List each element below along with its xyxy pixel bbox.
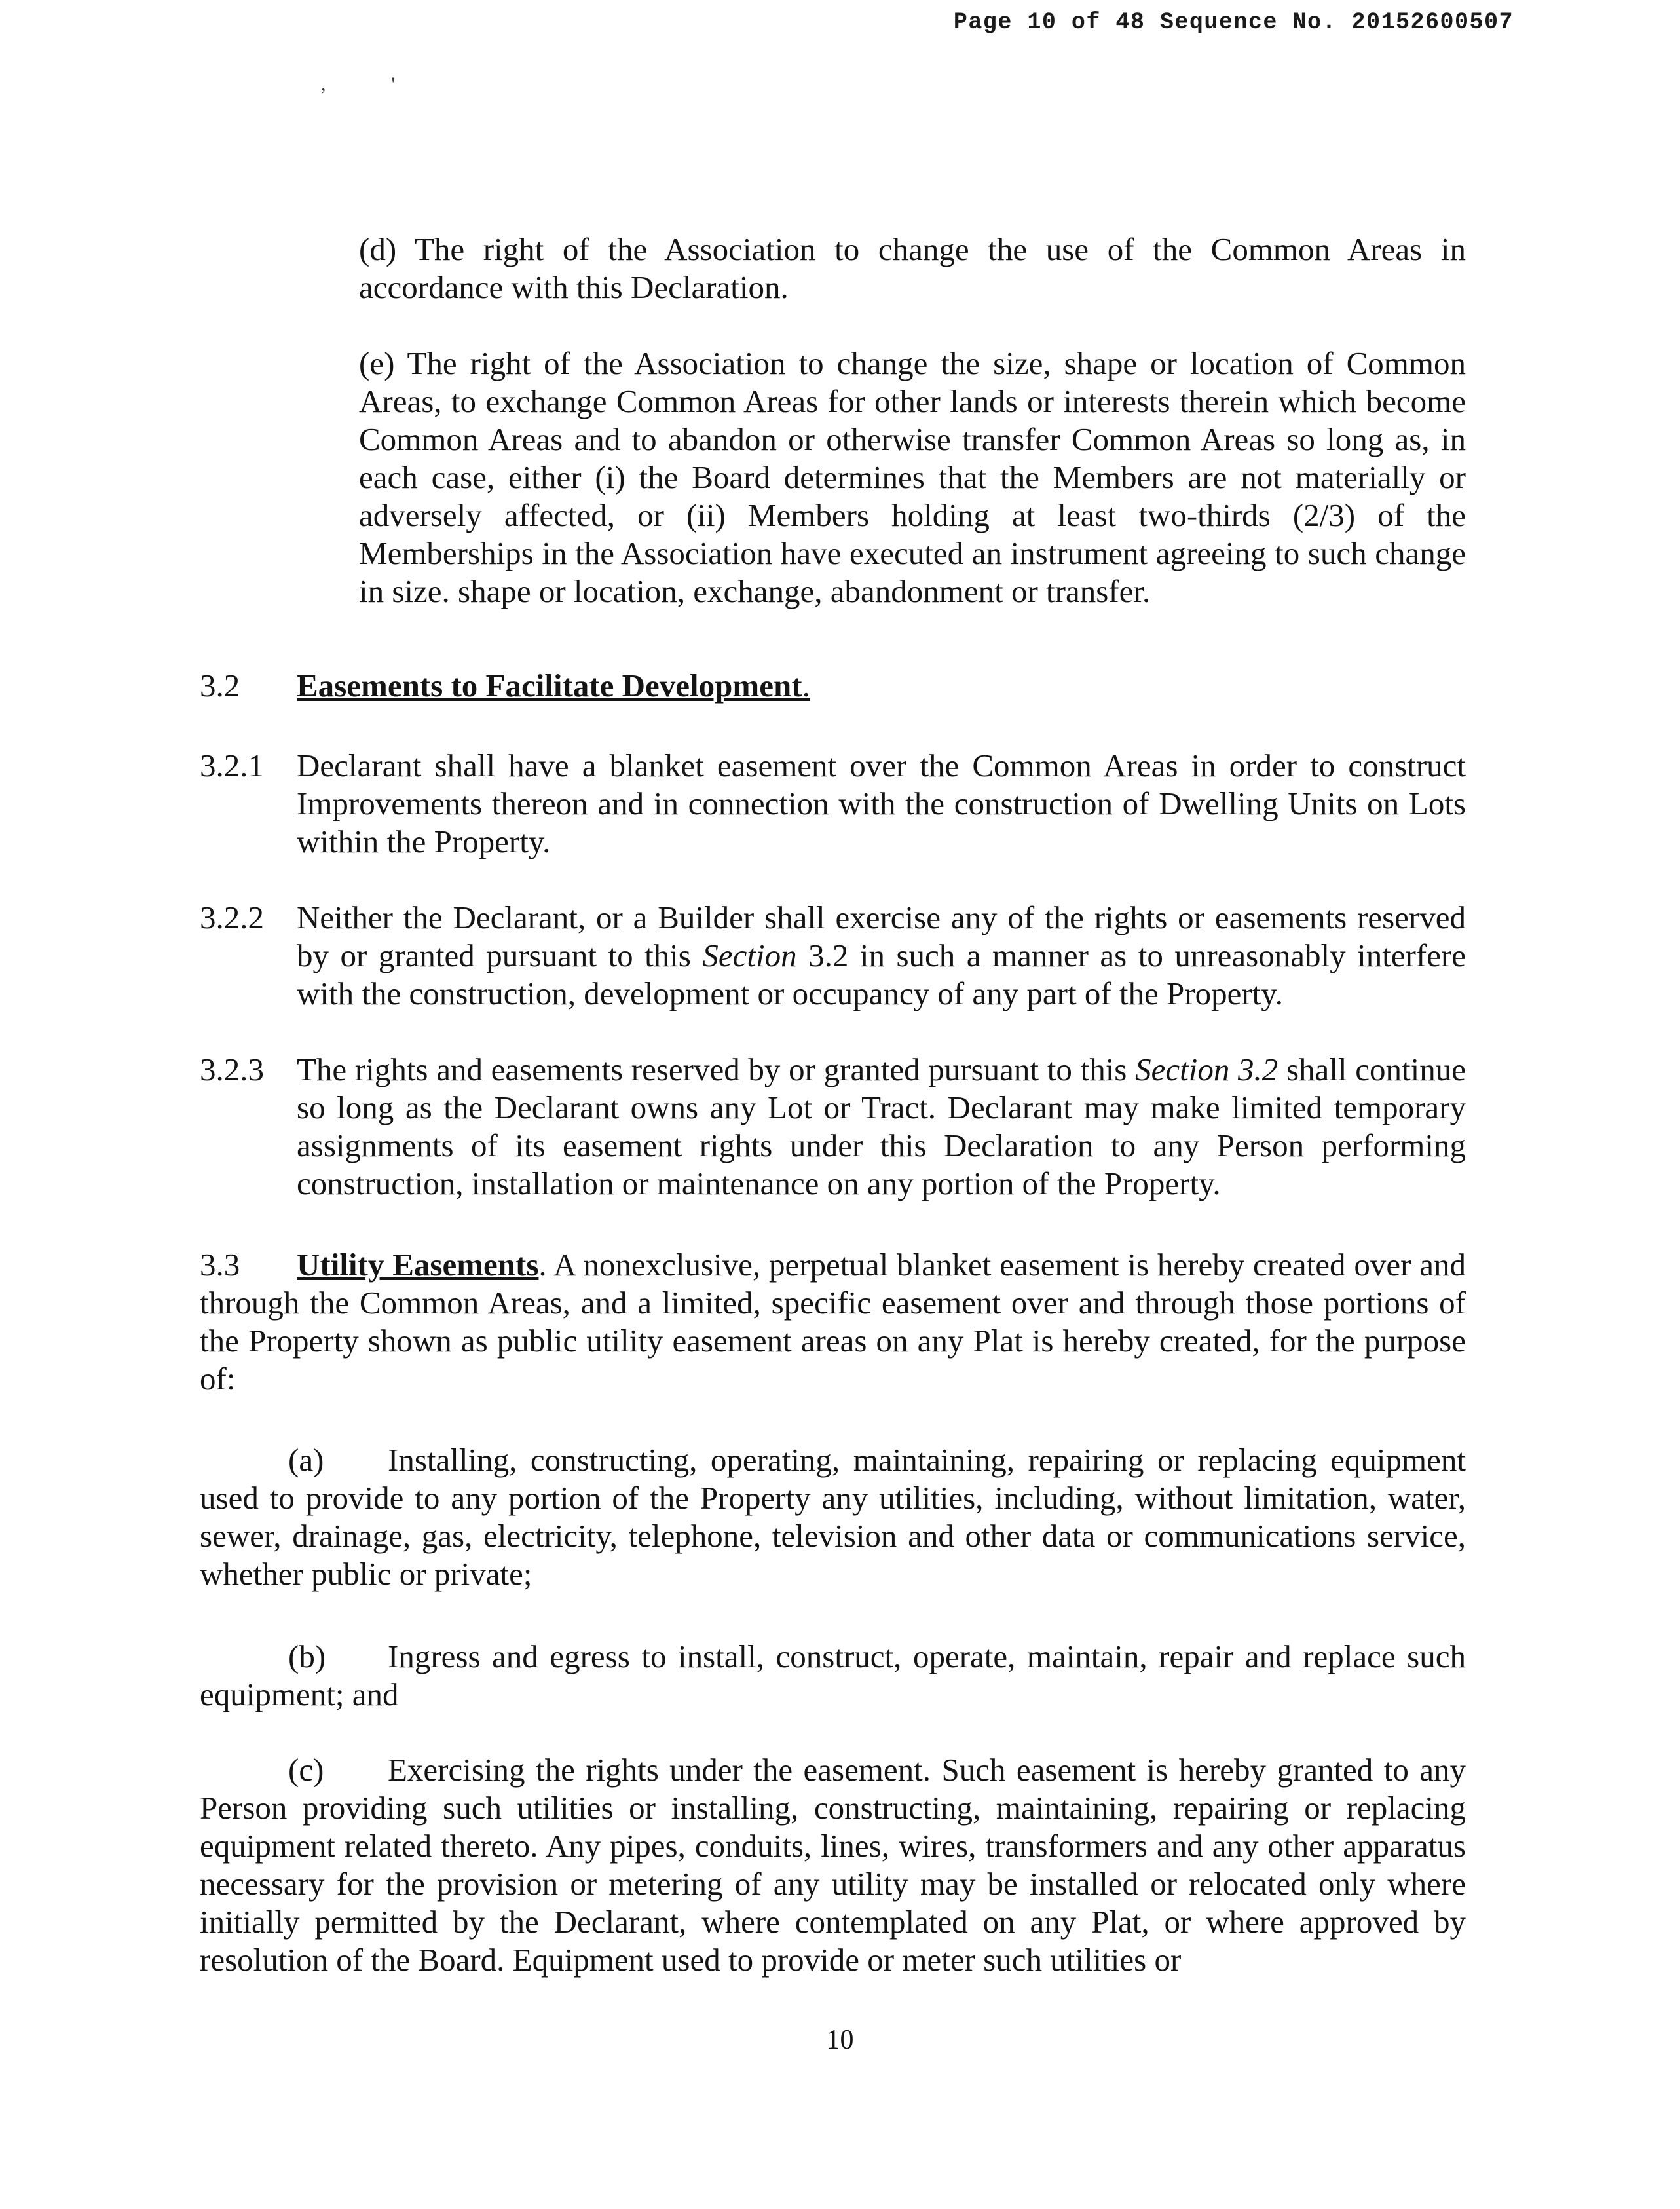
- list-item: [200, 1441, 1466, 1593]
- subsection-number: 3.2.1: [200, 747, 264, 784]
- paragraph-e: (e) The right of the Association to change the size, shape or location of Common Areas, to exchange Common Areas for other lands or interests therein which become Common Areas and to abandon or otherwise transfer Common Areas so long as, in each case, either (i) the Board determines that the Members are not materially or adversely affected, or (ii) Members holding at least two-thirds (2/3) of the Memberships in the Association have executed an instrument agreeing to such change in size. shape or location, exchange, abandonment or transfer.: [359, 345, 1466, 609]
- list-item-text: Installing, constructing, operating, maintaining, repairing or replacing equipment used to provide to any portion of the Property any utilities, including, without limitation, water, sewer, drainage, gas, electricity, telephone, television and other data or communications service, whether public or private;: [200, 1442, 1466, 1592]
- subsection-text: [297, 899, 1466, 1013]
- section-title: Easements to Facilitate Development: [297, 668, 802, 704]
- subsection-text-part: The rights and easements reserved by or granted pursuant to this: [297, 1051, 1136, 1087]
- list-item: [200, 1751, 1466, 1979]
- speck-mark: ': [391, 73, 395, 95]
- page-number: 10: [826, 2025, 854, 2055]
- section-heading: [297, 667, 810, 705]
- list-item-text: Ingress and egress to install, construct, operate, maintain, repair and replace such equipment; and: [200, 1638, 1466, 1712]
- section-intro: [200, 1246, 1466, 1398]
- section-title-period: .: [802, 668, 810, 704]
- subsection-number: 3.2.3: [200, 1051, 264, 1087]
- subsection-text-part: shall continue so long as the Declarant owns any Lot or Tract. Declarant may make limited temporary assignments of its easement rights under this Declaration to any Person performing construction, installation or maintenance on any portion of the Property.: [297, 1051, 1466, 1201]
- paragraph-d: (d) The right of the Association to change the use of the Common Areas in accordance with this Declaration.: [359, 231, 1466, 305]
- section-title: Utility Easements: [297, 1247, 539, 1283]
- subsection-text-part: 3.2 in such a manner as to unreasonably interfere with the construction, development or occupancy of any part of the Property.: [297, 937, 1466, 1011]
- subsection-text: Declarant shall have a blanket easement over the Common Areas in order to construct Improvements thereon and in connection with the construction of Dwelling Units on Lots within the Property.: [297, 747, 1466, 859]
- speck-mark: ,: [321, 73, 326, 95]
- subsection-text: [297, 1051, 1466, 1203]
- section-intro-text: . A nonexclusive, perpetual blanket easement is hereby created over and through the Common Areas, and a limited, specific easement over and through those portions of the Property shown as public utility easement areas on any Plat is hereby created, for the purpose of:: [200, 1247, 1466, 1397]
- section-number: 3.2: [200, 668, 240, 704]
- list-item-text: Exercising the rights under the easement. Such easement is hereby granted to any Person providing such utilities or installing, constructing, maintaining, repairing or replacing equipment related thereto. Any pipes, conduits, lines, wires, transformers and any other apparatus necessary for the provision or metering of any utility may be installed or relocated only where initially permitted by the Declarant, where contemplated on any Plat, or where approved by resolution of the Board. Equipment used to provide or meter such utilities or: [200, 1752, 1466, 1978]
- list-item-label: (c): [288, 1752, 324, 1788]
- scan-specks: [321, 73, 460, 96]
- subsection-text-part: Neither the Declarant, or a Builder shall exercise any of the rights or easements reserved by or granted pursuant to this: [297, 899, 1466, 973]
- list-item-label: (b): [288, 1638, 326, 1674]
- list-item-label: (a): [288, 1442, 324, 1478]
- section-number: 3.3: [200, 1247, 240, 1283]
- section-reference: Section: [702, 937, 797, 973]
- subsection-number: 3.2.2: [200, 899, 264, 935]
- page-header: Page 10 of 48 Sequence No. 20152600507: [953, 9, 1514, 35]
- section-reference: Section 3.2: [1135, 1051, 1279, 1087]
- list-item: [200, 1638, 1466, 1714]
